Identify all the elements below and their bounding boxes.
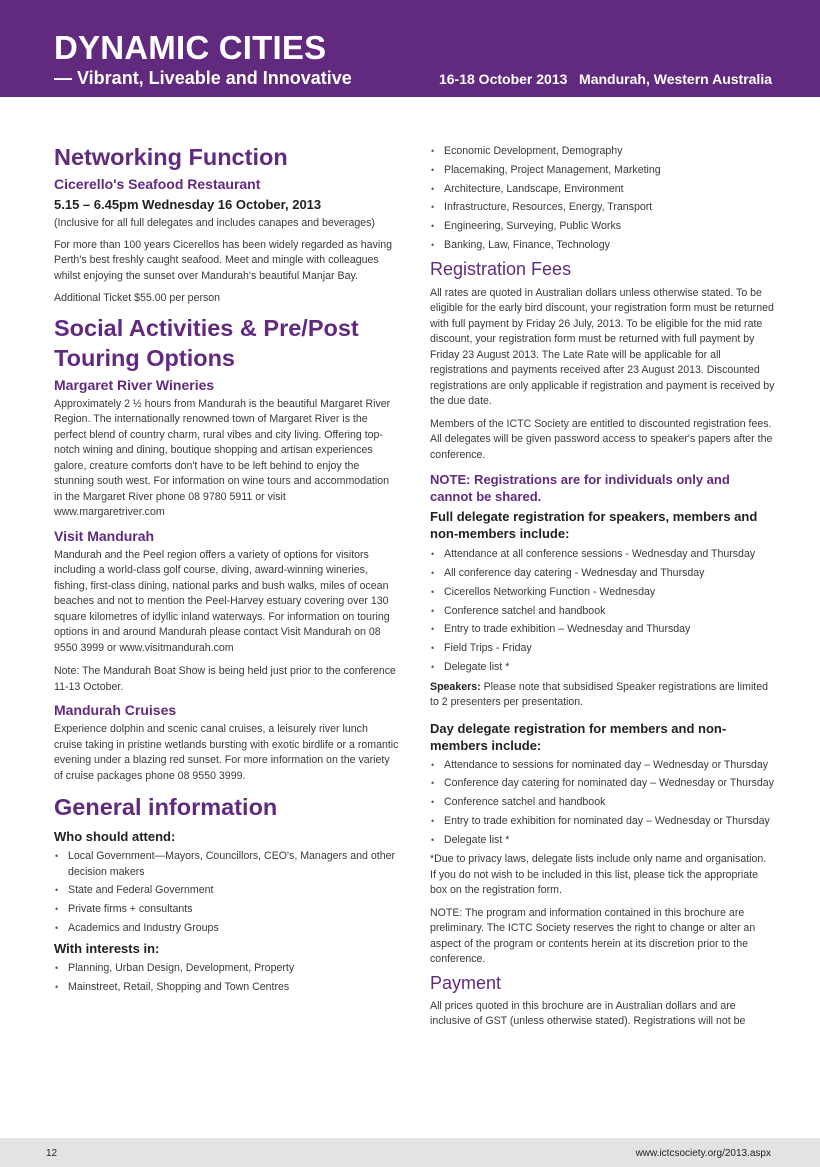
list-item: • Delegate list * bbox=[430, 833, 775, 849]
list-item: • Cicerellos Networking Function - Wednesday bbox=[430, 585, 775, 601]
page-number: 12 bbox=[46, 1148, 58, 1159]
footer-bar bbox=[0, 1138, 820, 1167]
registration-fees-heading: Registration Fees bbox=[430, 258, 572, 279]
list-item: • Conference day catering for nominated day – Wednesday or Thursday bbox=[430, 776, 775, 792]
speakers-note bbox=[430, 680, 775, 711]
list-item: • Conference satchel and handbook bbox=[430, 604, 775, 620]
visit-mandurah-text: Mandurah and the Peel region offers a variety of options for visitors including a world-class golf course, diving, award-winning wineries, fishing, first-class dining, national parks and bush walks, miles of ocean beaches and not to mention the Peel-Harvey estuary covering over 130 square kilometres of idyllic inland waterways. For information on touring options in and around Mandurah please contact Visit Mandurah on 08 9550 3999 or www.visitmandurah.com bbox=[54, 548, 390, 654]
footer-url[interactable]: www.ictcsociety.org/2013.aspx bbox=[635, 1148, 771, 1159]
networking-venue: Cicerello's Seafood Restaurant bbox=[54, 176, 261, 192]
margaret-river-text: Approximately 2 ½ hours from Mandurah is the beautiful Margaret River Region. The internationally renowned town of Margaret River is the perfect blend of country charm, rural vibes and city living. Offering top-notch wining and dining, boutique shopping and artisan experiences galore, creature comforts don't have to be left behind to enjoy the stunning south west. For information on wine tours and accommodation in the Margaret River phone 08 9780 5911 or visit www.margaretriver.com bbox=[54, 397, 391, 518]
mandurah-cruises-text: Experience dolphin and scenic canal cruises, a leisurely river lunch cruise taking in pristine wetlands bursting with exotic birdlife or a romantic evening under a blazing red sunset. For more information on the variety of cruise packages phone 08 9550 3999. bbox=[54, 723, 399, 782]
networking-inclusive: (Inclusive for all full delegates and includes canapes and beverages) bbox=[54, 217, 375, 229]
networking-ticket: Additional Ticket $55.00 per person bbox=[54, 292, 221, 304]
list-item: • Academics and Industry Groups bbox=[54, 921, 399, 937]
speakers-text: Please note that subsidised Speaker registrations are limited to 2 presenters per presentation. bbox=[430, 680, 769, 709]
interests-heading: With interests in: bbox=[54, 941, 160, 957]
list-item: • Entry to trade exhibition for nominated day – Wednesday or Thursday bbox=[430, 814, 775, 830]
list-item: • Infrastructure, Resources, Energy, Transport bbox=[430, 200, 775, 216]
header-banner bbox=[0, 0, 820, 97]
full-delegate-heading: Full delegate registration for speakers, members and non-members include: bbox=[430, 509, 758, 542]
list-item: • Entry to trade exhibition – Wednesday and Thursday bbox=[430, 622, 775, 638]
brochure-title: DYNAMIC CITIES bbox=[54, 29, 327, 66]
social-heading-line2: Touring Options bbox=[54, 344, 236, 371]
social-heading-line1: Social Activities & Pre/Post bbox=[54, 314, 359, 341]
list-item: • Local Government—Mayors, Councillors, CEO's, Managers and other decision makers bbox=[54, 849, 399, 880]
networking-heading: Networking Function bbox=[54, 144, 288, 170]
program-note: NOTE: The program and information contained in this brochure are preliminary. The ICTC Society reserves the right to change or alter an aspect of the program or contents herein at its discretion prior to the conference. bbox=[430, 906, 756, 966]
who-should-attend-heading: Who should attend: bbox=[54, 829, 176, 844]
networking-description: For more than 100 years Cicerellos has been widely regarded as having Perth's best freshly caught seafood. Meet and mingle with colleagues whilst enjoying the sunset over Mandurah's beautiful Manjar Bay. bbox=[54, 238, 393, 282]
privacy-note: *Due to privacy laws, delegate lists include only name and organisation. If you do not wish to be included in this list, please tick the appropriate box on the registration form. bbox=[430, 853, 767, 897]
payment-text: All prices quoted in this brochure are in Australian dollars and are inclusive of GST (unless otherwise stated). Registrations will not be bbox=[430, 999, 746, 1028]
speakers-label: Speakers: bbox=[430, 680, 481, 693]
list-item: • Attendance at all conference sessions - Wednesday and Thursday bbox=[430, 547, 775, 563]
list-item: • Conference satchel and handbook bbox=[430, 795, 775, 811]
full-delegate-list bbox=[430, 547, 775, 675]
list-item: • All conference day catering - Wednesday and Thursday bbox=[430, 566, 775, 582]
brochure-tagline: — Vibrant, Liveable and Innovative bbox=[54, 68, 352, 88]
list-item: • Field Trips - Friday bbox=[430, 641, 775, 657]
list-item: • Banking, Law, Finance, Technology bbox=[430, 238, 775, 254]
list-item: • Planning, Urban Design, Development, Property bbox=[54, 961, 399, 977]
who-should-attend-list bbox=[54, 849, 399, 936]
ictc-members-text: Members of the ICTC Society are entitled to discounted registration fees. All delegates will be given password access to speaker's papers after the conference. bbox=[430, 417, 773, 461]
social-heading bbox=[54, 313, 399, 373]
list-item: • Economic Development, Demography bbox=[430, 144, 775, 160]
general-info-heading: General information bbox=[54, 794, 278, 820]
visit-mandurah-heading: Visit Mandurah bbox=[54, 527, 155, 544]
list-item: • Mainstreet, Retail, Shopping and Town Centres bbox=[54, 980, 399, 996]
registration-fees-text: All rates are quoted in Australian dollars unless otherwise stated. To be eligible for the early bird discount, your registration form must be returned with full payment by Friday 26 July, 2013. To be eligible for the mid rate discount, your registration form must be returned with full payment by Friday 23 August 2013. The Late Rate will be applicable for all registrations and payments received after 23 August 2013. Discounted registrations are only applicable if registration and payment is received by the due date. bbox=[430, 286, 775, 408]
margaret-river-heading: Margaret River Wineries bbox=[54, 376, 215, 393]
mandurah-cruises-heading: Mandurah Cruises bbox=[54, 702, 177, 718]
individuals-only-note: NOTE: Registrations are for individuals only and cannot be shared. bbox=[430, 472, 730, 505]
list-item: • State and Federal Government bbox=[54, 883, 399, 899]
list-item: • Engineering, Surveying, Public Works bbox=[430, 219, 775, 235]
networking-time: 5.15 – 6.45pm Wednesday 16 October, 2013 bbox=[54, 197, 322, 212]
day-delegate-heading: Day delegate registration for members and non-members include: bbox=[430, 720, 727, 753]
boat-show-note: Note: The Mandurah Boat Show is being held just prior to the conference 11-13 October. bbox=[54, 665, 396, 693]
list-item: • Private firms + consultants bbox=[54, 902, 399, 918]
left-column bbox=[54, 100, 399, 999]
list-item: • Delegate list * bbox=[430, 660, 775, 676]
list-item: • Placemaking, Project Management, Marketing bbox=[430, 163, 775, 179]
list-item: • Architecture, Landscape, Environment bbox=[430, 182, 775, 198]
event-dates-location: 16-18 October 2013 Mandurah, Western Australia bbox=[438, 71, 772, 87]
list-item: • Attendance to sessions for nominated day – Wednesday or Thursday bbox=[430, 758, 775, 774]
right-column bbox=[430, 100, 775, 1030]
payment-heading: Payment bbox=[430, 972, 502, 993]
interests-list-left bbox=[54, 961, 399, 995]
interests-list-right bbox=[430, 144, 775, 253]
day-delegate-list bbox=[430, 758, 775, 849]
